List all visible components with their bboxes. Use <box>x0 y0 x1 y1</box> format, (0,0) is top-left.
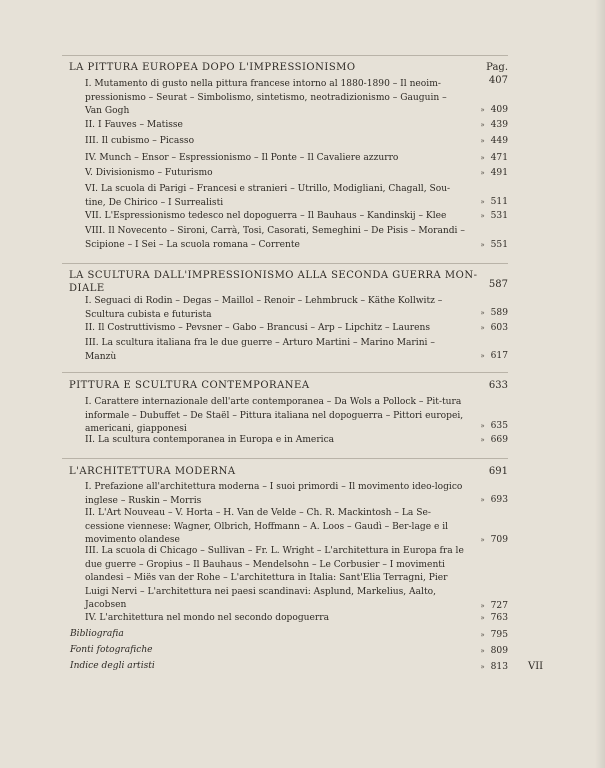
toc-entry: V. Divisionismo – Futurismo <box>85 168 213 178</box>
section-divider <box>62 55 508 56</box>
section-divider <box>62 458 508 459</box>
toc-entry-page: » 551 <box>480 240 508 250</box>
toc-entry: I. Carattere internazionale dell'arte contemporanea – Da Wols a Pollock – Pit-tura informale – Dubuffet – De Staël – Pittura italiana nel dopoguerra – Pittori europei, americani, giapponesi <box>85 397 464 435</box>
toc-entry: II. L'Art Nouveau – V. Horta – H. Van de Velde – Ch. R. Mackintosh – La Se-cessione viennese: Wagner, Olbrich, Hoffmann – A. Loos – Gaudì – Ber-lage e il movimento olandese <box>85 508 449 546</box>
toc-entry: VI. La scuola di Parigi – Francesi e stranieri – Utrillo, Modigliani, Chagall, Sou-tine, De Chirico – I Surrealisti <box>85 184 451 208</box>
section-title: PITTURA E SCULTURA CONTEMPORANEA <box>69 380 310 391</box>
toc-entry-page: » 635 <box>480 421 508 431</box>
toc-entry: II. La scultura contemporanea in Europa e in America <box>85 435 335 445</box>
toc-entry: III. La scultura italiana fra le due guerre – Arturo Martini – Marino Marini – Manzù <box>85 338 435 362</box>
toc-entry-page: » 531 <box>480 211 508 221</box>
toc-entry: IV. Munch – Ensor – Espressionismo – Il Ponte – Il Cavaliere azzurro <box>85 153 399 163</box>
back-matter-entry: Fonti fotografiche <box>70 645 153 655</box>
toc-entry-page: » 439 <box>480 120 508 130</box>
toc-entry-page: » 603 <box>480 323 508 333</box>
toc-entry: I. Prefazione all'architettura moderna – I suoi primordi – Il movimento ideo-logico inglese – Ruskin – Morris <box>85 482 463 506</box>
toc-entry-page: » 617 <box>480 351 508 361</box>
back-matter-page: » 795 <box>480 630 508 640</box>
toc-entry-page: » 727 <box>480 601 508 611</box>
toc-entry: VIII. Il Novecento – Sironi, Carrà, Tosi, Casorati, Semeghini – De Pisis – Morandi – Scipione – I Sei – La scuola romana – Corrente <box>85 226 465 250</box>
toc-entry: II. Il Costruttivismo – Pevsner – Gabo – Brancusi – Arp – Lipchitz – Laurens <box>85 323 430 333</box>
toc-entry-page: » 589 <box>480 308 508 318</box>
toc-entry-page: » 511 <box>480 197 508 207</box>
toc-entry: VII. L'Espressionismo tedesco nel dopoguerra – Il Bauhaus – Kandinskij – Klee <box>85 211 447 221</box>
toc-entry: I. Seguaci di Rodin – Degas – Maillol – Renoir – Lehmbruck – Käthe Kollwitz – Scultura cubista e futurista <box>85 296 443 320</box>
toc-entry: III. La scuola di Chicago – Sullivan – Fr. L. Wright – L'architettura in Europa fra le due guerre – Gropius – Il Bauhaus – Mendelsohn – Le Corbusier – I movimenti olandesi – Miës van der Rohe – L'architettura in Italia: Sant'Elia Terragni, Pier Luigi Nervi – L'architettura nei paesi scandinavi: Asplund, Markelius, Aalto, Jacobsen <box>85 546 464 611</box>
toc-entry-page: » 491 <box>480 168 508 178</box>
section-title: L'ARCHITETTURA MODERNA <box>69 466 236 477</box>
back-matter-entry: Indice degli artisti <box>70 661 155 671</box>
toc-entry-page: » 709 <box>480 535 508 545</box>
section-divider <box>62 372 508 373</box>
section-page: 633 <box>488 380 508 391</box>
toc-entry-page: » 409 <box>480 105 508 115</box>
section-page: 587 <box>488 279 508 290</box>
section-page: 691 <box>488 466 508 477</box>
page-folio: VII <box>528 661 544 672</box>
page-edge-shadow <box>595 0 605 768</box>
toc-entry-page: » 669 <box>480 435 508 445</box>
back-matter-page: » 809 <box>480 646 508 656</box>
toc-entry-page: » 449 <box>480 136 508 146</box>
toc-entry: II. I Fauves – Matisse <box>85 120 183 130</box>
toc-entry-page: » 763 <box>480 613 508 623</box>
back-matter-entry: Bibliografia <box>70 629 124 639</box>
section-divider <box>62 263 508 264</box>
toc-entry: I. Mutamento di gusto nella pittura francese intorno al 1880-1890 – Il neoim-pressionismo – Seurat – Simbolismo, sintetismo, neotradizionismo – Gauguin – Van Gogh <box>85 79 447 117</box>
section-page: Pag. 407 <box>486 62 508 86</box>
toc-entry: III. Il cubismo – Picasso <box>85 136 195 146</box>
back-matter-page: » 813 <box>480 662 508 672</box>
toc-entry-page: » 471 <box>480 153 508 163</box>
toc-entry-page: » 693 <box>480 495 508 505</box>
toc-entry: IV. L'architettura nel mondo nel secondo dopoguerra <box>85 613 330 623</box>
section-title: LA PITTURA EUROPEA DOPO L'IMPRESSIONISMO <box>69 62 356 73</box>
section-title: LA SCULTURA DALL'IMPRESSIONISMO ALLA SECONDA GUERRA MON-DIALE <box>69 270 478 294</box>
